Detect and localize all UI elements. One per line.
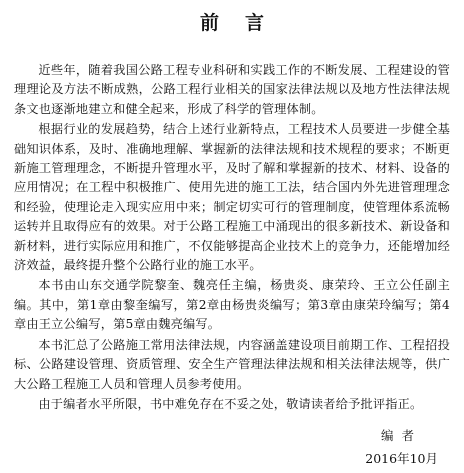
paragraph-intro: 近些年，随着我国公路工程专业科研和实践工作的不断发展、工程建设的管理理论及方法不断成熟，公路工程行业相关的国家法律法规以及地方性法律法规条文也逐渐地建立和健全起来，形成了科学的管理体制。: [14, 63, 450, 116]
paragraph-closing: 由于编者水平所限，书中难免存在不妥之处，敬请读者给予批评指正。: [38, 396, 423, 411]
date-line: 2016年10月: [365, 451, 438, 466]
paragraph-authors: 本书由山东交通学院黎奎、魏亮任主编，杨贵炎、康荣玲、王立公任副主编。其中，第1章由黎奎编写，第2章由杨贵炎编写；第3章由康荣玲编写；第4章由王立公编写，第5章由魏亮编写。: [14, 278, 450, 332]
signature: 编者: [380, 428, 422, 443]
paragraph-trends: 根据行业的发展趋势，结合上述行业新特点，工程技术人员要进一步健全基础知识体系，及时、准确地理解、掌握新的法律法规和技术规程的要求；不断更新施工管理理念，不断提升管理水平，及时了解和掌握新的技术、材料、设备的应用情况；在工程中积极推广、使用先进的施工工法，结合国内外先进管理理念和经验，使理论走入现实应用中来；制定切实可行的管理制度，使管理体系流畅运转并且取得应有的效果。对于公路工程施工中涌现出的很多新技术、新设备和新材料，进行实际应用和推广，不仅能够提高企业技术上的竞争力，还能增加经济效益，最终提升整个公路行业的施工水平。: [14, 122, 450, 273]
paragraph-contents: 本书汇总了公路施工常用法律法规，内容涵盖建设项目前期工作、工程招投标、公路建设管理、资质管理、安全生产管理法律法规和相关法律法规等，供广大公路工程施工人员和管理人员参考使用。: [14, 337, 450, 391]
page-title: 前言: [199, 12, 290, 34]
